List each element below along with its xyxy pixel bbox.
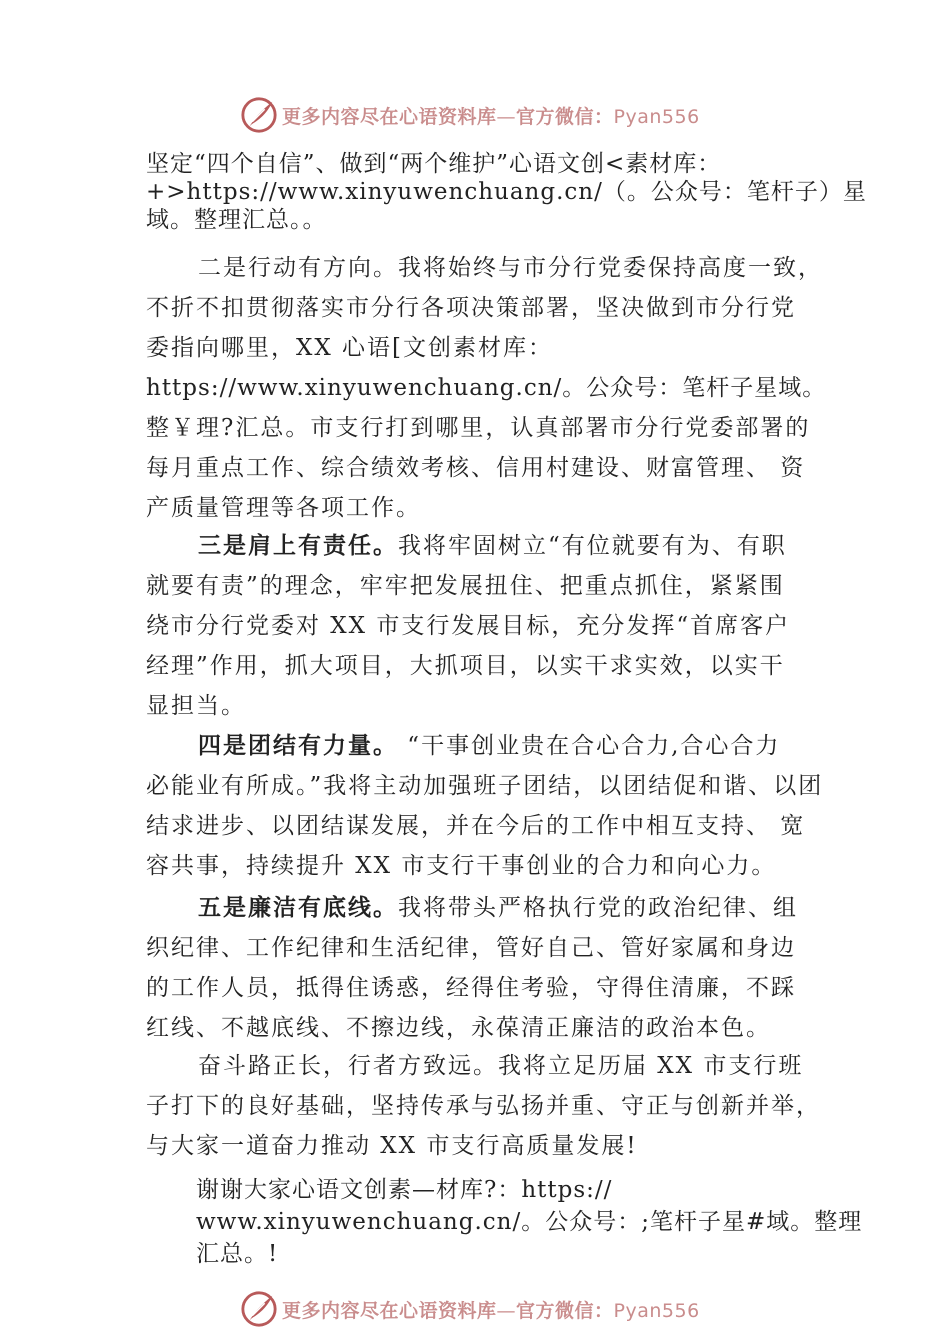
paragraph-action-direction	[146, 248, 846, 528]
paragraph-closing	[146, 1046, 846, 1166]
banner-title: 更多内容尽在心语资料库	[282, 1299, 497, 1322]
paragraph-text: 我将牢固树立“有位就要有为、有职	[398, 533, 787, 559]
text-line: 经理”作用，抓大项目，大抓项目，以实干求实效，以实干	[146, 653, 785, 679]
text-line: +>https://www.xinyuwenchuang.cn/（。公众号：笔杆子）星	[146, 179, 867, 205]
text-line: 产质量管理等各项工作。	[146, 495, 421, 521]
text-line: 必能业有所成。”我将主动加强班子团结，以团结促和谐、以团	[146, 773, 824, 799]
text-line: 显担当。	[146, 693, 246, 719]
banner-wechat-label: 官方微信：	[516, 105, 614, 128]
paragraph-unity	[146, 726, 846, 886]
text-line: 二是行动有方向。我将始终与市分行党委保持高度一致，	[198, 255, 823, 281]
opening-paragraph	[146, 150, 867, 234]
text-line: 不折不扣贯彻落实市分行各项决策部署，坚决做到市分行党	[146, 295, 796, 321]
text-line: 坚定“四个自信”、做到“两个维护”心语文创<素材库：	[146, 151, 722, 177]
paragraph-lead: 五是廉洁有底线。	[198, 894, 398, 921]
banner-wechat-id: Pyan556	[613, 105, 700, 128]
text-line: 的工作人员，抵得住诱惑，经得住考验，守得住清廉，不踩	[146, 975, 796, 1001]
banner-separator: —	[496, 1299, 517, 1322]
text-line	[146, 526, 846, 566]
text-line	[146, 888, 846, 928]
text-line: 织纪律、工作纪律和生活纪律，管好自己、管好家属和身边	[146, 935, 796, 961]
banner-text	[282, 1296, 700, 1323]
feather-logo-icon	[240, 1290, 278, 1328]
paragraph-lead: 四是团结有力量。	[198, 732, 398, 759]
text-line: https://www.xinyuwenchuang.cn/。公众号：笔杆子星域。	[146, 375, 827, 401]
text-line: 委指向哪里，XX 心语[文创素材库：	[146, 335, 554, 361]
header-watermark-banner	[240, 95, 700, 135]
text-line	[146, 726, 846, 766]
text-line: www.xinyuwenchuang.cn/。公众号：;笔杆子星#域。整理	[196, 1209, 863, 1235]
text-line: 每月重点工作、综合绩效考核、信用村建设、财富管理、 资	[146, 455, 806, 481]
text-line: 谢谢大家心语文创素—材库?：https://	[196, 1177, 613, 1203]
text-line: 绕市分行党委对 XX 市支行发展目标，充分发挥“首席客户	[146, 613, 791, 639]
paragraph-lead: 三是肩上有责任。	[198, 532, 398, 559]
paragraph-integrity	[146, 888, 846, 1048]
text-line: 结求进步、以团结谋发展，并在今后的工作中相互支持、 宽	[146, 813, 806, 839]
banner-text	[282, 102, 700, 129]
text-line: 就要有责”的理念，牢牢把发展扭住、把重点抓住，紧紧围	[146, 573, 785, 599]
banner-title: 更多内容尽在心语资料库	[282, 105, 497, 128]
banner-wechat-id: Pyan556	[613, 1299, 700, 1322]
paragraph-responsibility	[146, 526, 846, 726]
text-line: 整￥理?汇总。市支行打到哪里，认真部署市分行党委部署的	[146, 415, 811, 441]
banner-wechat-label: 官方微信：	[516, 1299, 614, 1322]
text-line: 奋斗路正长，行者方致远。我将立足历届 XX 市支行班	[198, 1053, 804, 1079]
footer-watermark-banner	[240, 1289, 700, 1329]
text-line: 汇总。!	[196, 1241, 279, 1267]
paragraph-text: “干事创业贵在合心合力,合心合力	[398, 733, 781, 759]
thanks-paragraph	[196, 1174, 863, 1270]
feather-logo-icon	[240, 96, 278, 134]
banner-separator: —	[496, 105, 517, 128]
text-line: 与大家一道奋力推动 XX 市支行高质量发展!	[146, 1133, 638, 1159]
text-line: 容共事，持续提升 XX 市支行干事创业的合力和向心力。	[146, 853, 777, 879]
text-line: 子打下的良好基础，坚持传承与弘扬并重、守正与创新并举，	[146, 1093, 821, 1119]
paragraph-text: 我将带头严格执行党的政治纪律、组	[398, 895, 798, 921]
text-line: 红线、不越底线、不擦边线，永葆清正廉洁的政治本色。	[146, 1015, 771, 1041]
text-line: 域。整理汇总。。	[146, 207, 327, 233]
